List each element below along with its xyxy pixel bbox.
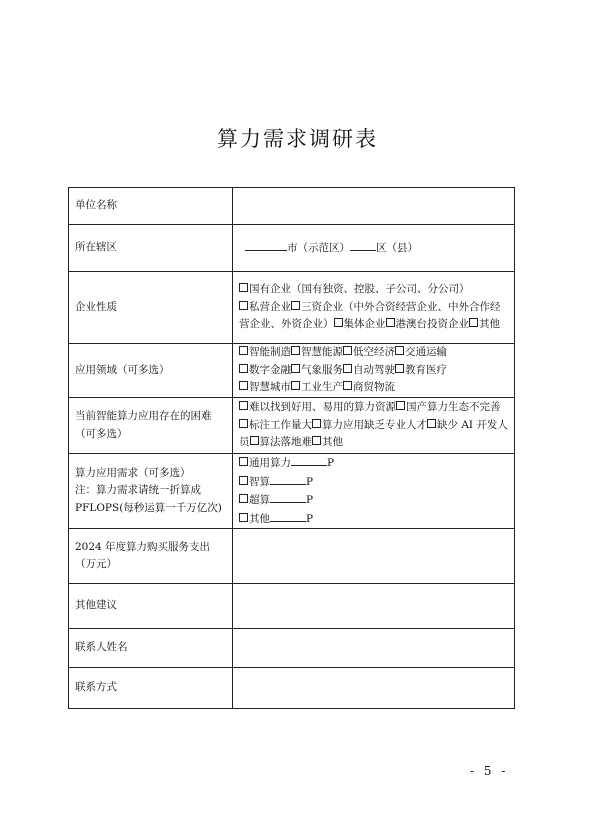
option-label: 智能制造 bbox=[249, 346, 291, 359]
page-number: - 5 - bbox=[470, 764, 509, 778]
option-label: 交通运输 bbox=[405, 346, 447, 359]
district-suffix: 区（县） bbox=[376, 241, 418, 254]
checkbox[interactable] bbox=[343, 381, 352, 390]
option-label: 智慧能源 bbox=[301, 346, 343, 359]
quantity-blank[interactable] bbox=[270, 510, 306, 522]
checkbox[interactable] bbox=[239, 476, 248, 485]
option-label: 工业生产 bbox=[301, 381, 343, 394]
option-label: 国有企业（国有独资、控股、子公司、分公司） bbox=[249, 283, 470, 296]
row-district bbox=[69, 225, 515, 272]
checkbox[interactable] bbox=[239, 364, 248, 373]
checkbox[interactable] bbox=[239, 457, 248, 466]
option-label: 商贸物流 bbox=[353, 381, 395, 394]
checkbox[interactable] bbox=[291, 364, 300, 373]
quantity-blank[interactable] bbox=[270, 491, 306, 503]
checkbox[interactable] bbox=[239, 346, 248, 355]
checkbox[interactable] bbox=[250, 436, 259, 445]
checkbox[interactable] bbox=[239, 513, 248, 522]
contact-name-field[interactable] bbox=[233, 629, 515, 668]
suggestions-field[interactable] bbox=[233, 584, 515, 629]
city-suffix: 市（示范区） bbox=[287, 241, 350, 254]
unit-label: P bbox=[306, 494, 314, 506]
row-unit-name bbox=[69, 188, 515, 225]
option-label: 算力应用缺乏专业人才 bbox=[322, 418, 427, 431]
row-suggestions bbox=[69, 584, 515, 629]
spending-field[interactable] bbox=[233, 529, 515, 584]
enterprise-type-label: 企业性质 bbox=[69, 272, 233, 344]
checkbox[interactable] bbox=[334, 318, 343, 327]
checkbox[interactable] bbox=[239, 419, 248, 428]
difficulties-label: 当前智能算力应用存在的困难（可多选） bbox=[69, 398, 233, 454]
checkbox[interactable] bbox=[239, 283, 248, 292]
option-label: 三资企业（中外合资经营企业、中外合作经营企业、外资企业） bbox=[239, 300, 501, 331]
district-label: 所在辖区 bbox=[69, 225, 233, 272]
checkbox[interactable] bbox=[343, 346, 352, 355]
unit-label: P bbox=[306, 475, 314, 488]
row-enterprise-type bbox=[69, 272, 515, 344]
option-label: 超算 bbox=[249, 494, 270, 506]
checkbox[interactable] bbox=[239, 401, 248, 410]
option-label: 自动驾驶 bbox=[353, 363, 395, 376]
option-label: 智慧城市 bbox=[249, 381, 291, 394]
difficulties-options bbox=[233, 398, 515, 454]
city-blank[interactable] bbox=[245, 239, 287, 251]
spending-label: 2024 年度算力购买服务支出（万元） bbox=[69, 529, 233, 584]
row-contact-method bbox=[69, 668, 515, 709]
unit-label: P bbox=[306, 512, 314, 525]
checkbox[interactable] bbox=[395, 346, 404, 355]
suggestions-label: 其他建议 bbox=[69, 584, 233, 629]
row-contact-name bbox=[69, 629, 515, 668]
compute-demand-note: 注：算力需求请统一折算成 PFLOPS(每秒运算一千万亿次) bbox=[75, 484, 222, 514]
checkbox[interactable] bbox=[291, 301, 300, 310]
checkbox[interactable] bbox=[239, 301, 248, 310]
compute-demand-label: 算力应用需求（可多选） bbox=[75, 466, 191, 479]
checkbox[interactable] bbox=[312, 419, 321, 428]
option-label: 标注工作量大 bbox=[249, 418, 312, 431]
option-label: 难以找到好用、易用的算力资源 bbox=[249, 401, 396, 414]
option-label: 私营企业 bbox=[249, 300, 291, 313]
contact-name-label: 联系人姓名 bbox=[69, 629, 233, 668]
compute-demand-label-cell bbox=[69, 454, 233, 529]
app-domain-options bbox=[233, 344, 515, 398]
checkbox[interactable] bbox=[291, 346, 300, 355]
row-compute-demand bbox=[69, 454, 515, 529]
checkbox[interactable] bbox=[291, 381, 300, 390]
option-label: 国产算力生态不完善 bbox=[406, 401, 501, 414]
app-domain-label: 应用领域（可多选） bbox=[69, 344, 233, 398]
checkbox[interactable] bbox=[386, 318, 395, 327]
option-label: 通用算力 bbox=[249, 457, 291, 469]
contact-method-label: 联系方式 bbox=[69, 668, 233, 709]
option-label: 智算 bbox=[249, 475, 270, 488]
option-label: 缺少 AI 开发人员 bbox=[239, 418, 508, 449]
checkbox[interactable] bbox=[239, 494, 248, 503]
page-title: 算力需求调研表 bbox=[217, 127, 378, 151]
quantity-blank[interactable] bbox=[270, 473, 306, 485]
option-label: 教育医疗 bbox=[405, 363, 447, 376]
district-field[interactable] bbox=[233, 225, 515, 272]
checkbox[interactable] bbox=[239, 381, 248, 390]
checkbox[interactable] bbox=[312, 436, 321, 445]
row-application-domain bbox=[69, 344, 515, 398]
district-blank[interactable] bbox=[350, 239, 376, 251]
option-label: 数字金融 bbox=[249, 363, 291, 376]
enterprise-type-options bbox=[233, 272, 515, 344]
option-label: 气象服务 bbox=[301, 363, 343, 376]
checkbox[interactable] bbox=[427, 419, 436, 428]
option-label: 低空经济 bbox=[353, 346, 395, 359]
option-label: 算法落地难 bbox=[259, 436, 312, 449]
checkbox[interactable] bbox=[469, 318, 478, 327]
compute-demand-options bbox=[233, 454, 515, 529]
contact-method-field[interactable] bbox=[233, 668, 515, 709]
unit-name-label: 单位名称 bbox=[69, 188, 233, 225]
row-difficulties bbox=[69, 398, 515, 454]
option-label: 港澳台投资企业 bbox=[395, 318, 469, 331]
unit-name-field[interactable] bbox=[233, 188, 515, 225]
option-label: 其他 bbox=[322, 436, 343, 449]
option-label: 集体企业 bbox=[343, 318, 386, 331]
row-spending-2024 bbox=[69, 529, 515, 584]
quantity-blank[interactable] bbox=[291, 454, 327, 466]
checkbox[interactable] bbox=[343, 364, 352, 373]
checkbox[interactable] bbox=[395, 364, 404, 373]
option-label: 其他 bbox=[249, 512, 270, 525]
survey-table bbox=[68, 187, 515, 709]
option-label: 其他 bbox=[479, 318, 500, 331]
unit-label: P bbox=[327, 457, 335, 469]
checkbox[interactable] bbox=[396, 401, 405, 410]
